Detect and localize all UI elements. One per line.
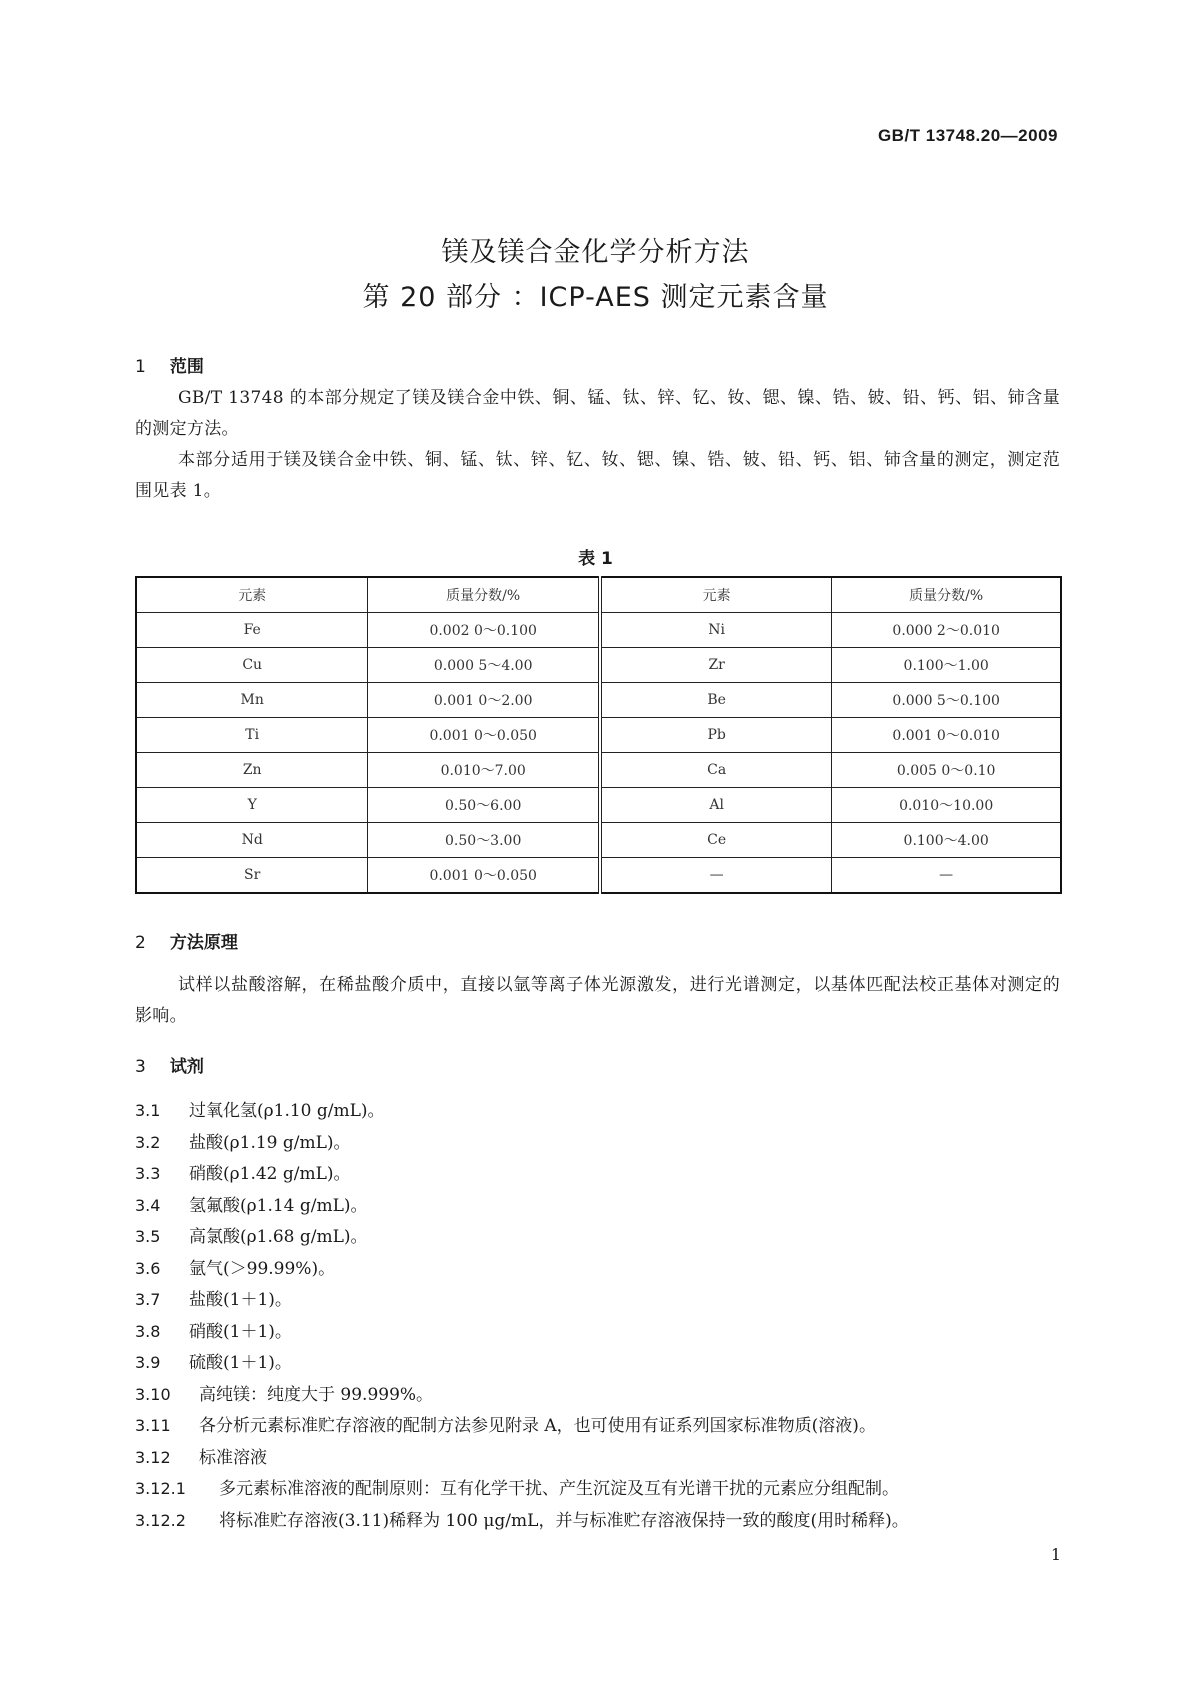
table-cell: 0.001 0～0.010 (832, 718, 1061, 753)
item-text: 氢氟酸(ρ1.14 g/mL)。 (189, 1195, 368, 1216)
element-range-table (135, 576, 1062, 894)
section-number: 2 (135, 933, 146, 953)
list-item (135, 1127, 909, 1159)
list-item (135, 1095, 909, 1127)
item-text: 高纯镁：纯度大于 99.999%。 (199, 1384, 434, 1405)
document-title-line1: 镁及镁合金化学分析方法 (441, 237, 750, 268)
item-number: 3.3 (135, 1164, 161, 1183)
table-cell: Y (136, 788, 368, 823)
table-cell: 0.000 2～0.010 (832, 613, 1061, 648)
table-cell: Ti (136, 718, 368, 753)
table-cell: 0.005 0～0.10 (832, 753, 1061, 788)
item-number: 3.11 (135, 1416, 171, 1435)
table-cell: 0.000 5～0.100 (832, 683, 1061, 718)
table-cell: 0.001 0～0.050 (368, 718, 600, 753)
section-2-paragraph: 试样以盐酸溶解，在稀盐酸介质中，直接以氩等离子体光源激发，进行光谱测定，以基体匹配法校正基体对测定的影响。 (135, 975, 1060, 1026)
table-cell: Al (600, 788, 832, 823)
table-cell: 0.001 0～0.050 (368, 858, 600, 894)
item-text: 氩气(＞99.99%)。 (189, 1258, 336, 1279)
section-title: 方法原理 (169, 933, 238, 953)
item-number: 3.5 (135, 1227, 161, 1246)
section-number: 1 (135, 357, 146, 377)
table-cell: 0.50～6.00 (368, 788, 600, 823)
item-text: 过氧化氢(ρ1.10 g/mL)。 (189, 1101, 385, 1121)
header-mass-fraction: 质量分数/% (368, 577, 600, 613)
list-item (135, 1221, 909, 1253)
reagent-list (135, 1095, 909, 1536)
table-row (136, 613, 1061, 648)
item-number: 3.8 (135, 1321, 161, 1341)
table-cell: Nd (136, 823, 368, 858)
table-cell: Ce (600, 823, 832, 858)
table-cell: Ca (600, 753, 832, 788)
table-cell: Zn (136, 753, 368, 788)
table-caption: 表 1 (578, 549, 613, 569)
item-number: 3.12 (135, 1447, 171, 1467)
header-mass-fraction: 质量分数/% (832, 577, 1061, 613)
standard-number: GB/T 13748.20—2009 (877, 126, 1058, 145)
section-1-paragraph-1: GB/T 13748 的本部分规定了镁及镁合金中铁、铜、锰、钛、锌、钇、钕、锶、镍、锆、铍、铅、钙、铝、铈含量的测定方法。 (135, 388, 1060, 439)
table-row (136, 753, 1061, 788)
section-title: 试剂 (169, 1057, 204, 1077)
table-cell: — (832, 858, 1061, 894)
table-cell: Ni (600, 613, 832, 648)
item-number: 3.6 (135, 1258, 161, 1278)
table-row (136, 788, 1061, 823)
section-1-heading (135, 352, 204, 377)
list-item (135, 1505, 909, 1537)
table-row (136, 683, 1061, 718)
table-cell: Pb (600, 718, 832, 753)
item-text: 高氯酸(ρ1.68 g/mL)。 (189, 1227, 368, 1247)
header-element: 元素 (136, 577, 368, 613)
table-cell: 0.010～7.00 (368, 753, 600, 788)
table-cell: 0.100～1.00 (832, 648, 1061, 683)
item-text: 将标准贮存溶液(3.11)稀释为 100 μg/mL，并与标准贮存溶液保持一致的酸度(用时稀释)。 (219, 1510, 909, 1531)
item-number: 3.10 (135, 1384, 171, 1404)
item-number: 3.7 (135, 1290, 161, 1309)
table-cell: 0.010～10.00 (832, 788, 1061, 823)
item-text: 多元素标准溶液的配制原则：互有化学干扰、产生沉淀及互有光谱干扰的元素应分组配制。 (219, 1479, 899, 1499)
list-item (135, 1284, 909, 1316)
table-cell: Mn (136, 683, 368, 718)
item-text: 盐酸(ρ1.19 g/mL)。 (189, 1132, 351, 1153)
list-item (135, 1253, 909, 1285)
item-text: 硝酸(ρ1.42 g/mL)。 (189, 1164, 351, 1184)
table-cell: Be (600, 683, 832, 718)
item-text: 硝酸(1＋1)。 (189, 1321, 292, 1342)
list-item (135, 1410, 909, 1442)
list-item (135, 1158, 909, 1190)
section-2-heading (135, 928, 238, 953)
table-cell: 0.001 0～2.00 (368, 683, 600, 718)
section-number: 3 (135, 1057, 146, 1077)
list-item (135, 1379, 909, 1411)
header-element: 元素 (600, 577, 832, 613)
table-row (136, 858, 1061, 894)
item-number: 3.1 (135, 1101, 161, 1120)
table-cell: 0.50～3.00 (368, 823, 600, 858)
section-1-paragraph-2: 本部分适用于镁及镁合金中铁、铜、锰、钛、锌、钇、钕、锶、镍、锆、铍、铅、钙、铝、铈含量的测定，测定范围见表 1。 (135, 450, 1060, 501)
item-number: 3.9 (135, 1353, 161, 1372)
table-cell: 0.100～4.00 (832, 823, 1061, 858)
item-text: 各分析元素标准贮存溶液的配制方法参见附录 A，也可使用有证系列国家标准物质(溶液)。 (199, 1416, 876, 1436)
table-row (136, 648, 1061, 683)
table-cell: 0.002 0～0.100 (368, 613, 600, 648)
table-cell: Sr (136, 858, 368, 894)
table-cell: 0.000 5～4.00 (368, 648, 600, 683)
section-3-heading (135, 1052, 204, 1077)
item-number: 3.2 (135, 1132, 161, 1152)
item-number: 3.12.1 (135, 1479, 186, 1498)
list-item (135, 1442, 909, 1474)
table-cell: — (600, 858, 832, 894)
list-item (135, 1316, 909, 1348)
document-title-line2: 第 20 部分 ：ICP-AES 测定元素含量 (362, 282, 829, 313)
page-number: 1 (1050, 1545, 1061, 1564)
list-item (135, 1347, 909, 1379)
table-cell: Zr (600, 648, 832, 683)
item-number: 3.12.2 (135, 1510, 186, 1530)
table-header-row (136, 577, 1061, 613)
section-title: 范围 (169, 357, 204, 377)
item-text: 盐酸(1＋1)。 (189, 1290, 292, 1310)
list-item (135, 1190, 909, 1222)
list-item (135, 1473, 909, 1505)
table-row (136, 823, 1061, 858)
table-row (136, 718, 1061, 753)
table-cell: Cu (136, 648, 368, 683)
item-text: 标准溶液 (199, 1447, 267, 1468)
table-cell: Fe (136, 613, 368, 648)
item-text: 硫酸(1＋1)。 (189, 1353, 292, 1373)
item-number: 3.4 (135, 1195, 161, 1215)
